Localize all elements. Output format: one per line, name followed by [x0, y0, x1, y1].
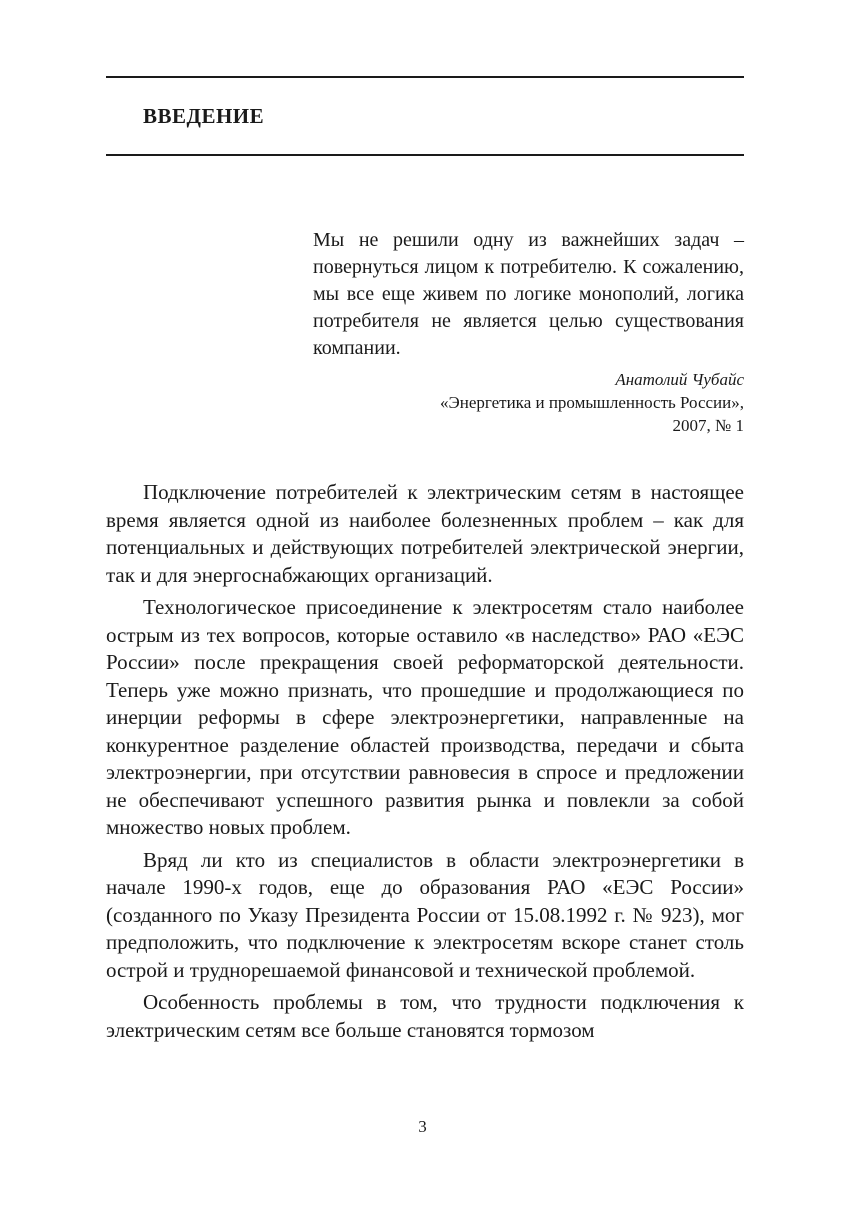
epigraph [313, 227, 744, 437]
paragraph: Технологическое присоединение к электросетям стало наиболее острым из тех вопросов, которые оставило «в наследство» РАО «ЕЭС России» после прекращения своей реформаторской деятельности. Теперь уже можно признать, что прошедшие и продолжающиеся по инерции реформы в сфере электроэнергетики, направленные на конкурентное разделение областей производства, передачи и сбыта электроэнергии, при отсутствии равновесия в спросе и предложении не обеспечивают успешного развития рынка и повлекли за собой множество новых проблем. [106, 595, 744, 839]
epigraph-source: «Энергетика и промышленность России», [440, 393, 744, 412]
epigraph-quote: Мы не решили одну из важнейших задач – повернуться лицом к потребителю. К сожалению, мы все еще живем по логике монополий, логика потребителя не является целью существования компании. [313, 229, 744, 359]
paragraph: Особенность проблемы в том, что трудности подключения к электрическим сетям все больше становятся тормозом [106, 990, 744, 1042]
epigraph-author: Анатолий Чубайс [615, 370, 744, 389]
bottom-rule [106, 154, 744, 156]
paragraph: Подключение потребителей к электрическим сетям в настоящее время является одной из наиболее болезненных проблем – как для потенциальных и действующих потребителей электрической энергии, так и для энергоснабжающих организаций. [106, 480, 744, 587]
section-heading: ВВЕДЕНИЕ [143, 104, 265, 128]
body-text [106, 479, 744, 1049]
page-number: 3 [418, 1117, 427, 1136]
epigraph-signature [313, 368, 744, 437]
epigraph-issue: 2007, № 1 [672, 416, 744, 435]
top-rule [106, 76, 744, 78]
paragraph: Вряд ли кто из специалистов в области электроэнергетики в начале 1990-х годов, еще до образования РАО «ЕЭС России» (созданного по Указу Президента России от 15.08.1992 г. № 923), мог предположить, что подключение к электросетям вскоре станет столь острой и труднорешаемой финансовой и технической проблемой. [106, 847, 744, 982]
